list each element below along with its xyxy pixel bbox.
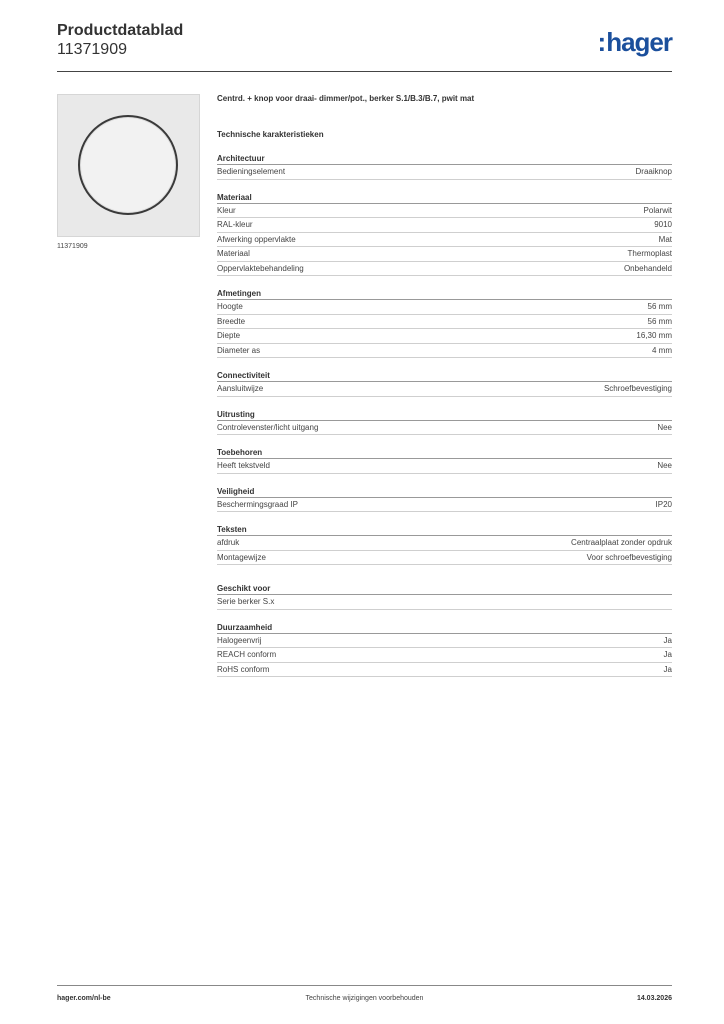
section-title: Uitrusting [217, 409, 672, 421]
spec-value: IP20 [655, 499, 672, 509]
spec-label: Serie berker S.x [217, 597, 275, 606]
footer-date: 14.03.2026 [636, 995, 672, 1002]
spec-value: Mat [658, 234, 672, 244]
page-header [57, 22, 672, 70]
spec-value: 4 mm [652, 345, 672, 355]
spec-label: Diepte [217, 331, 241, 340]
spec-section [217, 192, 672, 277]
spec-value: Onbehandeld [623, 263, 672, 273]
spec-row [217, 459, 672, 474]
logo-text: hager [606, 27, 672, 57]
footer-divider [57, 985, 672, 986]
spec-label: Kleur [217, 205, 236, 215]
spec-section [217, 153, 672, 180]
footer-website: hager.com/nl-be [57, 995, 111, 1002]
spec-row [217, 262, 672, 277]
spec-label: Diameter as [217, 345, 261, 355]
spec-label: Heeft tekstveld [217, 461, 270, 470]
spec-row [217, 233, 672, 248]
spec-section [217, 486, 672, 513]
spec-value: Voor schroefbevestiging [586, 552, 672, 562]
spec-value: Schroefbevestiging [603, 384, 672, 393]
spec-label: RoHS conform [217, 664, 270, 674]
footer-notice: Technische wijzigingen voorbehouden [305, 995, 424, 1002]
spec-section [217, 622, 672, 678]
spec-row [217, 315, 672, 330]
spec-label: Oppervlaktebehandeling [217, 263, 304, 273]
spec-label: RAL-kleur [217, 220, 253, 229]
spec-label: Hoogte [217, 302, 243, 311]
spec-section [217, 447, 672, 474]
spec-value: Nee [657, 461, 672, 470]
spec-value: 16,30 mm [636, 331, 672, 340]
spec-value: Nee [657, 422, 672, 432]
section-title: Teksten [217, 524, 672, 536]
spec-row [217, 300, 672, 315]
spec-value: Thermoplast [627, 249, 672, 258]
spec-label: Halogeenvrij [217, 635, 262, 645]
spec-row [217, 344, 672, 359]
header-divider [57, 71, 672, 72]
spec-label: Bedieningselement [217, 167, 286, 176]
spec-value: 56 mm [647, 316, 672, 326]
spec-value: Ja [663, 635, 672, 645]
spec-row [217, 329, 672, 344]
section-title: Afmetingen [217, 288, 672, 300]
page-footer [57, 991, 672, 1005]
spec-section [217, 370, 672, 397]
spec-label: Controlevenster/licht uitgang [217, 422, 319, 432]
section-title: Duurzaamheid [217, 622, 672, 634]
hager-logo [598, 28, 672, 56]
page-title: Productdatablad [57, 22, 184, 39]
spec-value: 56 mm [647, 302, 672, 311]
spec-row [217, 536, 672, 551]
spec-section [217, 524, 672, 565]
spec-row [217, 165, 672, 180]
section-title: Veiligheid [217, 486, 672, 498]
section-title: Connectiviteit [217, 370, 672, 382]
spec-value: 9010 [654, 220, 672, 229]
section-title: Architectuur [217, 153, 672, 165]
knob-icon [78, 115, 178, 215]
spec-label: Montagewijze [217, 552, 266, 562]
spec-row [217, 204, 672, 219]
spec-label: Afwerking oppervlakte [217, 234, 296, 244]
spec-row [217, 498, 672, 513]
spec-value: Ja [663, 664, 672, 674]
spec-value: Polarwit [643, 205, 672, 215]
spec-label: afdruk [217, 538, 240, 547]
image-caption: 11371909 [57, 243, 88, 250]
product-description: Centrd. + knop voor draai- dimmer/pot., berker S.1/B.3/B.7, pwit mat [217, 94, 475, 103]
section-title: Geschikt voor [217, 583, 672, 595]
product-content [217, 92, 672, 677]
spec-label: Breedte [217, 316, 246, 326]
product-number: 11371909 [57, 41, 127, 58]
spec-value: Draaiknop [635, 167, 672, 176]
logo-colon-icon: : [597, 27, 606, 57]
section-title: Materiaal [217, 192, 672, 204]
spec-section [217, 288, 672, 358]
spec-row [217, 247, 672, 262]
spec-label: Materiaal [217, 249, 250, 258]
spec-row [217, 634, 672, 649]
spec-row [217, 382, 672, 397]
spec-label: Beschermingsgraad IP [217, 499, 298, 509]
product-image [57, 94, 200, 237]
spec-row [217, 421, 672, 436]
spec-row [217, 218, 672, 233]
spec-row [217, 663, 672, 678]
spec-row [217, 595, 672, 610]
spec-label: Aansluitwijze [217, 384, 264, 393]
spec-sections [217, 153, 672, 677]
spec-label: REACH conform [217, 650, 277, 659]
spec-section [217, 409, 672, 436]
spec-row [217, 648, 672, 663]
spec-value: Ja [663, 650, 672, 659]
spec-section [217, 583, 672, 610]
section-title: Toebehoren [217, 447, 672, 459]
spec-row [217, 551, 672, 566]
tech-heading: Technische karakteristieken [217, 130, 324, 139]
spec-value: Centraalplaat zonder opdruk [571, 538, 672, 547]
